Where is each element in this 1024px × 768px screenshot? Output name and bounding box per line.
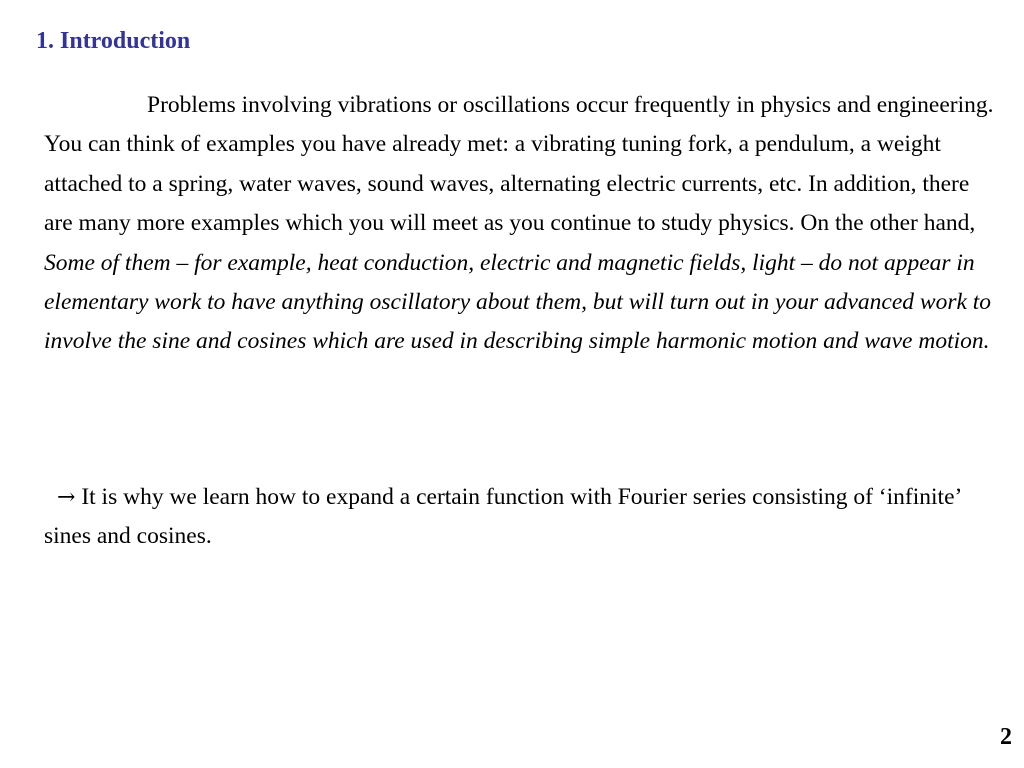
intro-paragraph-plain-text: Problems involving vibrations or oscillations occur frequently in physics and engineering. You can think of examples you have already met: a vibrating tuning fork, a pendulum, a weight attached to a spring, water waves, sound waves, alternating electric currents, etc. In addition, there are many more examples which you will meet as you continue to study physics. On the other hand, — [44, 92, 994, 237]
intro-paragraph-italic-text: Some of them – for example, heat conduction, electric and magnetic fields, light – do not appear in elementary work to have anything oscillatory about them, but will turn out in your advanced work to involve the sine and cosines which are used in describing simple harmonic motion and wave motion. — [44, 249, 992, 355]
intro-paragraph — [44, 86, 994, 362]
page-number: 2 — [1000, 724, 1012, 750]
right-arrow-icon: → — [57, 485, 76, 510]
fourier-motivation-paragraph — [44, 478, 994, 557]
fourier-motivation-text: It is why we learn how to expand a certain function with Fourier series consisting of ‘infinite’ sines and cosines. — [44, 484, 961, 550]
section-heading: 1. Introduction — [36, 28, 191, 54]
